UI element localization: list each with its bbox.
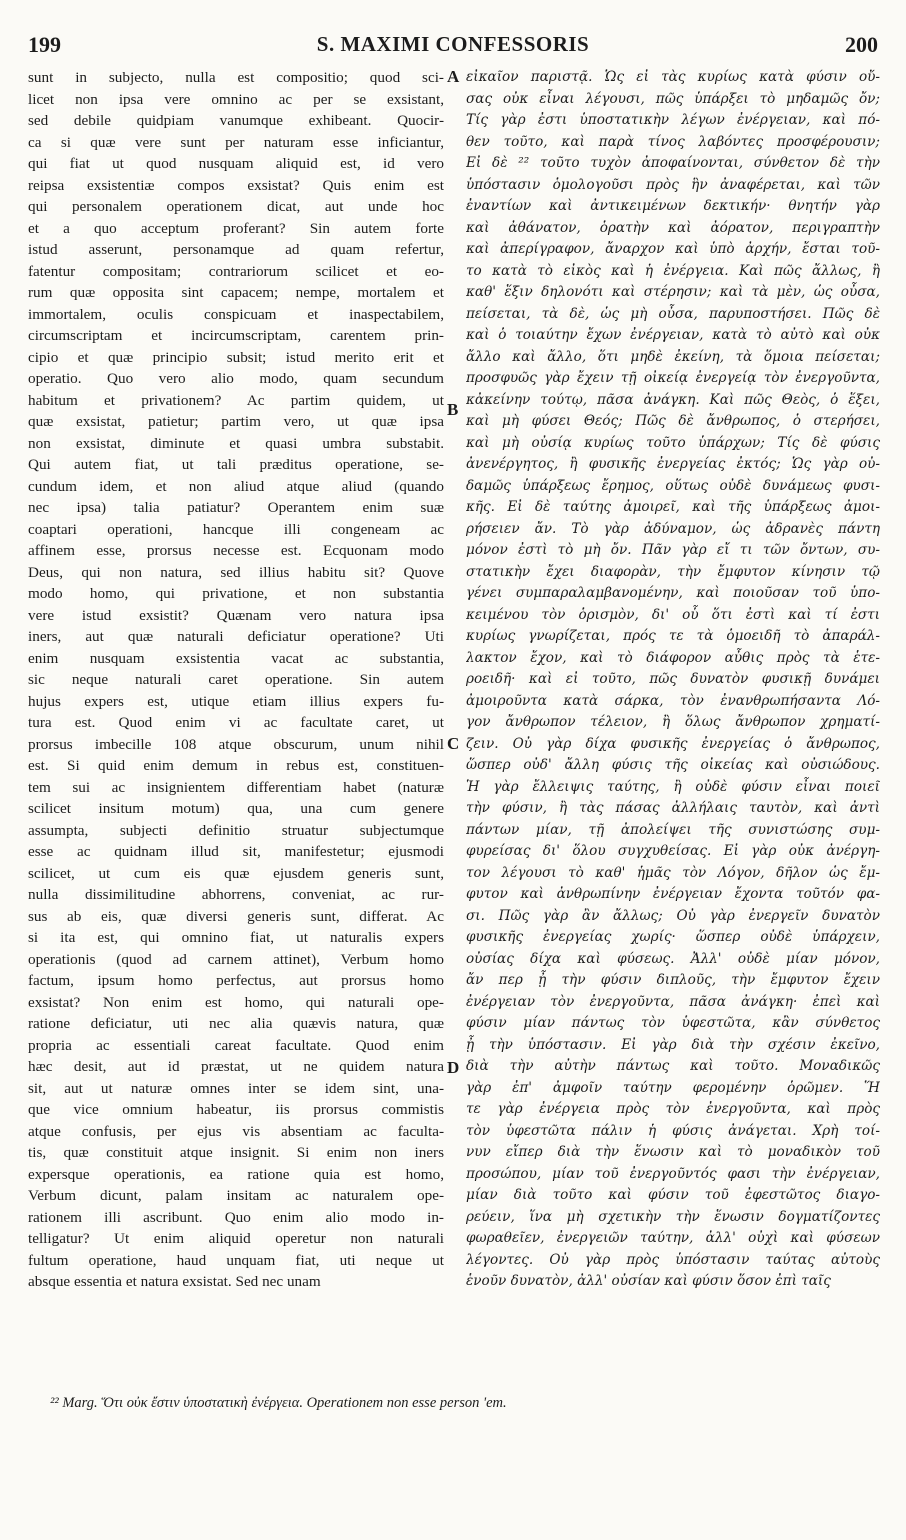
greek-line: ἄν περ ᾖ τὴν φύσιν διπλοῦς, τὴν ἔμφυτον ἔχειν — [466, 972, 880, 988]
latin-line: cipio et quæ principio subsit; istud merito erit et — [28, 348, 444, 366]
greek-line: καὶ μὴ φύσει Θεός; Πῶς δὲ ἄνθρωπος, ὁ στερήσει, — [466, 413, 880, 429]
latin-line: istud asserunt, personamque ad quam refertur, — [28, 241, 444, 258]
greek-line: κυρίως γνωρίζεται, πρός τε τὰ ὁμοειδῆ τὸ ἀπαράλ- — [466, 628, 880, 644]
running-title: S. MAXIMI CONFESSORIS — [316, 32, 590, 56]
latin-line: Qui autem fiat, ut tali præditus operatione, se- — [28, 456, 444, 473]
latin-line: qui personalem operationem dicat, aut unde hoc — [28, 198, 444, 215]
greek-line: στατικὴν ἔχει διαφορὰν, τὴν ἔμφυτον κίνησιν τῷ — [466, 563, 880, 580]
greek-line: προσφυῶς γὰρ ἔχειν τῇ οἰκείᾳ ἐνεργείᾳ τὸν ἐνεργοῦντα, — [466, 370, 880, 386]
greek-column — [466, 67, 880, 1293]
latin-line: quæ exsistat, patietur; partim vero, ut quæ ipsa — [28, 413, 444, 430]
greek-line: κἀκείνην τούτῳ, πᾶσα ἀνάγκη. Καὶ πῶς Θεὸς, ὁ ἕξει, — [466, 391, 880, 408]
latin-line: fultum operatione, haud unquam fiat, uti neque ut — [28, 1251, 444, 1269]
latin-line: telligatur? Ut enim aliquid operetur non naturali — [28, 1230, 444, 1247]
greek-line: ἑνοῦν δυνατὸν, ἀλλ' οὐσίαν καὶ φύσιν ὅσον ἐπὶ ταῖς — [466, 1273, 831, 1289]
latin-line: sic neque naturali caret operatione. Sin autem — [28, 671, 444, 688]
latin-line: immortalem, oculis conspicuam et inaspectabilem, — [28, 305, 444, 323]
section-marker-b: B — [447, 400, 459, 419]
latin-line: rationem illi ascribunt. Quo enim alio modo in- — [28, 1208, 444, 1226]
latin-line: fatentur compositam; contrariorum scilicet et eo- — [28, 262, 444, 280]
latin-line: licet non ipsa vere omnino ac per se exsistant, — [28, 90, 444, 108]
greek-line: ἀμοιροῦντα κατὰ σάρκα, τὸν ἐνανθρωπήσαντα Λό- — [466, 692, 880, 709]
latin-line: atque confusis, per ejus vis absentiam ac faculta- — [28, 1122, 444, 1140]
greek-line: λέγοντες. Οὐ γὰρ πρὸς ὑπόστασιν ταύτας αὐτοὺς — [466, 1251, 880, 1268]
latin-line: modo homo, qui privatione, et non substantia — [28, 585, 444, 602]
greek-line: εἰκαῖον παριστᾷ. Ὡς εἰ τὰς κυρίως κατὰ φύσιν οὔ- — [466, 69, 880, 85]
greek-line: μόνον ἐστὶ τὸ μὴ ὄν. Πᾶν γὰρ εἴ τι τῶν ὄντων, συ- — [466, 542, 880, 558]
greek-line: ᾖ τὴν ὑπόστασιν. Εἰ γὰρ διὰ τὴν σχέσιν ἐκεῖνο, — [466, 1036, 880, 1053]
latin-line: propria ac essentiali careat facultate. Quod enim — [28, 1036, 444, 1054]
latin-line: sit, aut ut naturæ omnes inter se idem sint, una- — [28, 1079, 444, 1097]
greek-line: φυρείσας δι' ὅλου συγχυθείσας. Εἰ γὰρ οὐκ ἀνέργη- — [466, 843, 880, 859]
latin-line: si ita est, qui omnino fiat, ut naturalis expers — [28, 929, 444, 946]
greek-line: πάντων μίαν, τῇ ἀπολείψει τῆς συνιστώσης συμ- — [466, 821, 880, 838]
greek-line: ἄλλο καὶ ἄλλο, ὅτι μηδὲ ἐκείνη, τὰ ὅμοια πείσεται; — [466, 348, 880, 365]
latin-line: qui fiat ut quod nusquam aliquid est, id vero — [28, 155, 444, 172]
greek-line: φυσικῆς ἐνεργείας χωρίς· ὥσπερ οὐδὲ ὑπάρχειν, — [466, 929, 880, 945]
latin-line: scilicet insitum motum) qua, una cum genere — [28, 800, 444, 817]
latin-line: sunt in subjecto, nulla est compositio; quod sci- — [28, 69, 444, 86]
section-marker-a: A — [447, 67, 460, 86]
latin-line: et a quo acceptum proferant? Sin autem forte — [28, 219, 444, 237]
greek-line: ρεύειν, ἵνα μὴ σχετικὴν τὴν ἕνωσιν δογματίζοντες — [466, 1208, 880, 1225]
section-marker-c: C — [447, 734, 460, 753]
greek-line: τον λέγουσι τὸ καθ' ἡμᾶς τὸν Λόγον, δῆλον ὡς ἔμ- — [466, 864, 880, 881]
page-number-left: 199 — [28, 32, 61, 57]
greek-line: ροειδῆ· καὶ εἰ τοῦτο, πῶς δυνατὸν φυσικῇ δυνάμει — [466, 671, 880, 687]
latin-line: est. Si quid enim demum in rebus est, constituen- — [28, 757, 444, 774]
latin-line: reipsa exsistentiæ compos exsistat? Quis enim est — [28, 176, 444, 194]
greek-line: τὴν φύσιν, ἢ τὰς πάσας ἀλλήλαις ταυτὸν, καὶ ἀντὶ — [466, 800, 880, 816]
greek-line: τε γὰρ ἐνέργεια πρὸς τὸν ἐνεργοῦντα, καὶ πρὸς — [466, 1101, 880, 1117]
greek-line: ὑπόστασιν ὁμολογοῦσι πρὸς ἣν ἀναφέρεται, καὶ τῶν — [466, 176, 880, 193]
greek-line: γον ἄνθρωπον τέλειον, ἢ ὅλως ἄνθρωπον χρηματί- — [466, 714, 880, 730]
latin-line: tura est. Quod enim vi ac facultate caret, ut — [28, 714, 444, 731]
greek-line: λακτον ἔχον, καὶ τὸ διάφορον αὖθις πρὸς τὰ ἑτε- — [466, 649, 880, 666]
greek-line: τὸν ὑφεστῶτα πάλιν ἡ φύσις ἀνάγεται. Χρὴ τοί- — [466, 1122, 880, 1139]
latin-line: coaptari operationi, hancque illi congeneam ac — [28, 520, 444, 538]
latin-line: absque essentia et natura exsistat. Sed nec unam — [28, 1273, 321, 1290]
latin-line: expersque operationis, ea ratione quia est homo, — [28, 1165, 444, 1183]
greek-line: οὐσίας δίχα καὶ φύσεως. Ἀλλ' οὐδὲ μίαν μόνον, — [466, 950, 880, 967]
latin-line: tem sui ac insignientem differentiam habet (naturæ — [28, 778, 444, 796]
greek-line: ρήσειεν ἄν. Τὸ γὰρ ἀδύναμον, ὡς ἀδρανὲς πάντη — [466, 520, 880, 537]
latin-line: Deus, qui non natura, sed illius habitu sit? Quove — [28, 563, 444, 581]
greek-line: μίαν διὰ τοῦτο καὶ φύσιν τοῦ ἐφεστῶτος διαγο- — [466, 1187, 880, 1203]
greek-line: Ἡ γὰρ ἔλλειψις ταύτης, ἢ οὐδὲ φύσιν εἶναι ποιεῖ — [466, 778, 880, 795]
latin-line: exsistat? Non enim est homo, qui naturali ope- — [28, 993, 444, 1011]
greek-line: φύσιν μίαν πάντως τὸν ὑφεστῶτα, κἂν σύνθετος — [466, 1015, 880, 1031]
greek-line: φωραθεῖεν, ἐνεργειῶν ταύτην, ἀλλ' οὐχὶ καὶ φύσεων — [466, 1230, 880, 1246]
latin-line: scilicet, ut cum eis quæ ejusdem generis sunt, — [28, 864, 444, 882]
greek-line: ὥσπερ οὐδ' ἄλλη φύσις τῆς οἰκείας καὶ οὐσιώδους. — [466, 757, 880, 773]
greek-line: ἀνενέργητος, ἢ φυσικῆς ἐνεργείας ἐκτός; Ὡς γὰρ οὐ- — [466, 456, 880, 472]
latin-line: hujus expers est, utique etiam illius expers fu- — [28, 692, 444, 710]
greek-line: πείσεται, τὰ δὲ, ὡς μὴ οὖσα, παρυποστήσει. Πῶς δὲ — [466, 305, 880, 322]
greek-line: φυτον καὶ ἀνθρωπίνην ἐνέργειαν ἔχοντα τοῦτόν φα- — [466, 886, 880, 902]
latin-line: esse ac quidnam illud sit, manifestetur; ejusmodi — [28, 843, 444, 860]
greek-line: το κατὰ τὸ εἰκὸς καὶ ἡ ἐνέργεια. Καὶ πῶς ἄλλως, ἢ — [466, 262, 880, 279]
greek-line: ἐναντίων καὶ ἀντικειμένων δεκτικήν· θνητήν γὰρ — [466, 198, 880, 214]
greek-line: σι. Πῶς γὰρ ἂν ἄλλως; Οὐ γὰρ ἐνεργεῖν δυνατὸν — [466, 907, 880, 924]
greek-line: καὶ μὴ οὐσίᾳ κυρίως τοῦτο ὑπάρχων; Τίς δὲ φύσις — [466, 434, 880, 451]
section-marker-d: D — [447, 1058, 460, 1077]
latin-line: operatio. Quo vero alio modo, quam secundum — [28, 370, 444, 387]
latin-line: vere istud exsistit? Quænam vero natura ipsa — [28, 606, 444, 624]
latin-line: rum quæ opposita sint capacem; nempe, mortalem et — [28, 284, 444, 301]
latin-line: nulla dissimilitudine abhorrens, conveniat, ac rur- — [28, 886, 444, 903]
greek-line: ἐνέργειαν τὸν ἐνεργοῦντα, πᾶσα ἀνάγκη· ἐπεὶ καὶ — [466, 993, 880, 1010]
greek-line: καθ' ἕξιν δηλονότι καὶ στέρησιν; καὶ τὰ μὲν, ὡς οὖσα, — [466, 284, 880, 300]
latin-line: operationis (quod ad carnem attinet), Verbum homo — [28, 950, 444, 968]
latin-line: hæc desit, aut id præstat, ut ne quidem natura — [28, 1058, 444, 1075]
latin-line: enim nusquam exsistentia vacat ac substantia, — [28, 649, 444, 667]
latin-line: prorsus imbecille 108 atque obscurum, unum nihil — [28, 735, 444, 753]
latin-line: circumscriptam et incircumscriptam, carentem prin- — [28, 327, 444, 344]
latin-line: nec ipsa) talia patiatur? Operantem enim suæ — [28, 499, 444, 516]
greek-line: καὶ ὁ τοιαύτην ἔχων ἐνέργειαν, κατὰ τὸ αὐτὸ καὶ οὐκ — [466, 327, 880, 343]
running-header — [28, 28, 878, 60]
latin-line: cundum idem, et non aliud atque aliud (quando — [28, 477, 444, 495]
greek-line: καὶ ἀθάνατον, ὁρατὴν καὶ ἀόρατον, περιγραπτὴν — [466, 219, 880, 236]
latin-line: factum, ipsum homo perfectus, aut prorsus homo — [28, 972, 444, 989]
latin-line: Verbum dicunt, palam insitam ac naturalem ope- — [28, 1187, 444, 1204]
latin-line: non exsistat, diminute et quasi umbra substabit. — [28, 434, 444, 452]
latin-line: sus ab eis, quæ diversi generis sunt, differat. Ac — [28, 907, 444, 925]
latin-line: que vice omnium habeatur, iis prorsus commistis — [28, 1101, 444, 1118]
page-number-right: 200 — [845, 32, 878, 57]
greek-line: Εἰ δὲ ²² τοῦτο τυχὸν ἀποφαίνονται, σύνθετον δὲ τὴν — [466, 155, 880, 171]
greek-line: σας οὐκ εἶναι λέγουσι, πῶς ὑπάρξει τὸ μηδαμῶς ὄν; — [466, 90, 880, 107]
greek-line: θεν τοῦτο, καὶ παρὰ τίνος λαβόντες προσφέρουσιν; — [466, 133, 880, 150]
latin-column — [28, 67, 444, 1293]
greek-line: γὰρ ἐπ' ἀμφοῖν ταύτην φερομένην ὁρῶμεν. Ἥ — [466, 1079, 880, 1096]
latin-line: affinem esse, prorsus necesse est. Ecquonam modo — [28, 542, 444, 559]
latin-line: ca si quæ vere sunt per naturam esse inficiantur, — [28, 133, 444, 151]
greek-line: προσώπου, μίαν τοῦ ἐνεργοῦντός φασι τὴν ἐνέργειαν, — [466, 1165, 880, 1182]
latin-line: ratione deficiatur, uti nec alia quævis natura, quæ — [28, 1015, 444, 1032]
greek-line: κειμένου τὸν ὁρισμὸν, δι' οὗ ὅτι ἐστὶ καὶ τί ἐστι — [466, 606, 880, 623]
greek-line: διὰ τὴν αὐτὴν πάντως καὶ τοῦτο. Μοναδικῶς — [466, 1058, 880, 1074]
latin-line: iners, aut quæ naturali deficiatur operatione? Uti — [28, 628, 444, 645]
latin-line: habitum et privationem? Ac partim quidem, ut — [28, 391, 444, 409]
greek-line: ζειν. Οὐ γὰρ δίχα φυσικῆς ἐνεργείας ὁ ἄνθρωπος, — [466, 735, 880, 752]
latin-line: sed debile quidpiam vanumque exhibeant. Quocir- — [28, 112, 444, 129]
footnote: ²² Marg. Ὅτι οὐκ ἔστιν ὑποστατικὴ ἐνέργεια. Operationem non esse person 'em. — [50, 1395, 507, 1411]
latin-line: assumpta, subjecti definitio struatur subjectumque — [28, 821, 444, 839]
greek-line: κῆς. Εἰ δὲ ταύτης ἀμοιρεῖ, καὶ τῆς ὑπάρξεως ἀμοι- — [466, 499, 880, 515]
greek-line: νυν εἴπερ διὰ τὴν ἕνωσιν καὶ τὸ μοναδικὸν τοῦ — [466, 1144, 880, 1160]
greek-line: δαμῶς ὑπάρξεως ἔρημος, οὕτως οὐδὲ δυνάμεως φυσι- — [466, 477, 880, 494]
greek-line: γένει συμπαραλαμβανομένην, καὶ ποιοῦσαν τοῦ ὑπο- — [466, 585, 880, 601]
greek-line: καὶ ἀπερίγραφον, ἄναρχον καὶ ὑπὸ ἀρχήν, ἔσται τοῦ- — [466, 241, 880, 257]
latin-line: tis, quæ constituit atque insignit. Si enim non iners — [28, 1144, 444, 1161]
greek-line: Τίς γὰρ ἐστι ὑποστατικὴν λέγων ἐνέργειαν, καὶ πό- — [466, 112, 880, 128]
